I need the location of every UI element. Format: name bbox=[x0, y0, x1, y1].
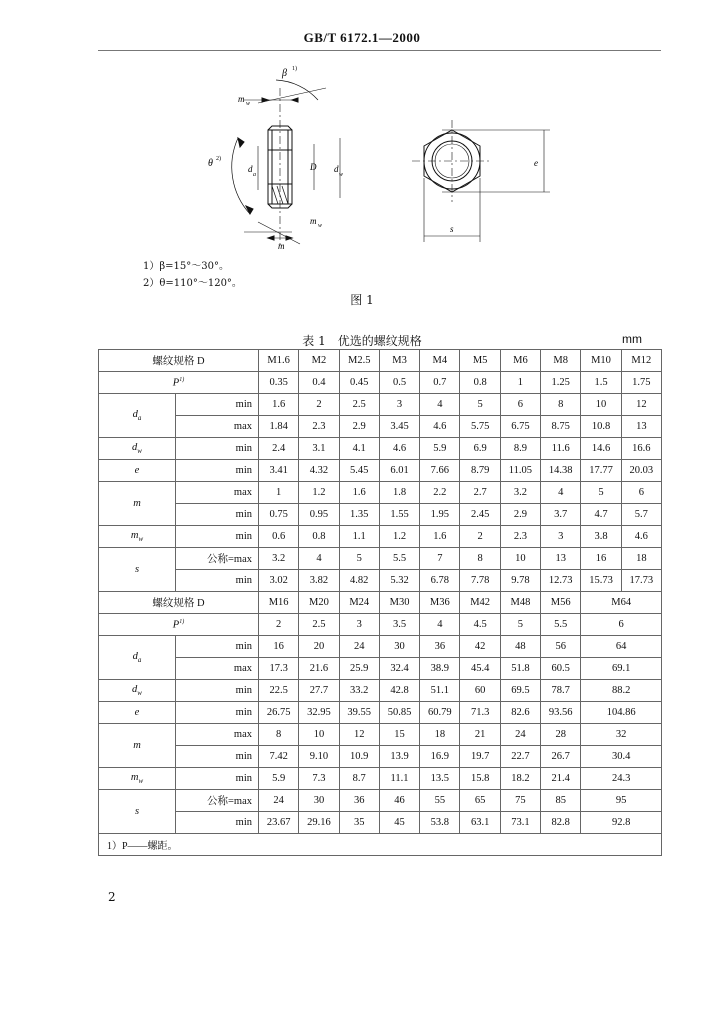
value-cell: 13.5 bbox=[420, 768, 460, 790]
value-cell: 3 bbox=[541, 526, 581, 548]
value-cell: 2.5 bbox=[299, 614, 339, 636]
page-number: 2 bbox=[108, 890, 116, 904]
value-cell: 51.1 bbox=[420, 680, 460, 702]
qualifier-min: min bbox=[176, 768, 259, 790]
table-row bbox=[99, 614, 662, 636]
da-label-suffix: a bbox=[137, 656, 142, 665]
value-cell: 8.79 bbox=[460, 460, 500, 482]
mw-label-bottom: m bbox=[310, 216, 317, 226]
qualifier-max: max bbox=[176, 416, 259, 438]
value-cell: 2.3 bbox=[299, 416, 339, 438]
value-cell: 5 bbox=[581, 482, 621, 504]
value-cell: 32.4 bbox=[379, 658, 419, 680]
dw-label-symbol: d bbox=[132, 441, 138, 453]
value-cell: 18.2 bbox=[500, 768, 540, 790]
value-cell: 3.7 bbox=[541, 504, 581, 526]
da-label bbox=[99, 636, 176, 680]
value-cell: 16.9 bbox=[420, 746, 460, 768]
value-cell: 2.4 bbox=[259, 438, 299, 460]
table-footnote: 1）P——螺距。 bbox=[99, 834, 662, 856]
dw-label-symbol: d bbox=[132, 683, 138, 695]
value-cell: 5 bbox=[339, 548, 379, 570]
value-cell: 7.66 bbox=[420, 460, 460, 482]
value-cell: 2.9 bbox=[500, 504, 540, 526]
value-cell: 75 bbox=[500, 790, 540, 812]
value-cell: M12 bbox=[621, 350, 661, 372]
value-cell: M36 bbox=[420, 592, 460, 614]
value-cell: 11.1 bbox=[379, 768, 419, 790]
table-row bbox=[99, 372, 662, 394]
mw-label-top: m bbox=[238, 94, 245, 104]
value-cell: 5.5 bbox=[541, 614, 581, 636]
value-cell: 0.7 bbox=[420, 372, 460, 394]
value-cell: 20 bbox=[299, 636, 339, 658]
qualifier-max: max bbox=[176, 482, 259, 504]
value-cell: 2.5 bbox=[339, 394, 379, 416]
mw-label-symbol: m bbox=[130, 529, 139, 541]
D-label: D bbox=[310, 162, 317, 172]
mw-label bbox=[99, 768, 176, 790]
mw-label-suffix: w bbox=[138, 777, 144, 786]
mw-label-top-sub: w bbox=[246, 101, 251, 107]
value-cell: 45.4 bbox=[460, 658, 500, 680]
value-cell: 95 bbox=[581, 790, 662, 812]
value-cell: 38.9 bbox=[420, 658, 460, 680]
value-cell: 21.4 bbox=[541, 768, 581, 790]
value-cell: 4 bbox=[420, 614, 460, 636]
value-cell: 1.2 bbox=[379, 526, 419, 548]
value-cell: M5 bbox=[460, 350, 500, 372]
value-cell: 5 bbox=[500, 614, 540, 636]
dw-label: d bbox=[334, 164, 339, 174]
value-cell: 11.05 bbox=[500, 460, 540, 482]
value-cell: 3.5 bbox=[379, 614, 419, 636]
value-cell: 51.8 bbox=[500, 658, 540, 680]
value-cell: 53.8 bbox=[420, 812, 460, 834]
value-cell: M3 bbox=[379, 350, 419, 372]
value-cell: M30 bbox=[379, 592, 419, 614]
pitch-label-symbol: P bbox=[172, 619, 180, 631]
value-cell: 35 bbox=[339, 812, 379, 834]
da-label-sub: a bbox=[253, 172, 256, 178]
value-cell: 10 bbox=[581, 394, 621, 416]
value-cell: 2 bbox=[460, 526, 500, 548]
value-cell: 0.45 bbox=[339, 372, 379, 394]
value-cell: 3.41 bbox=[259, 460, 299, 482]
value-cell: 4.6 bbox=[379, 438, 419, 460]
value-cell: 7 bbox=[420, 548, 460, 570]
qualifier-min: min bbox=[176, 702, 259, 724]
value-cell: 17.77 bbox=[581, 460, 621, 482]
table-row bbox=[99, 350, 662, 372]
value-cell: 1.2 bbox=[299, 482, 339, 504]
value-cell: 0.6 bbox=[259, 526, 299, 548]
value-cell: 6.01 bbox=[379, 460, 419, 482]
mw-label-bottom-sub: w bbox=[318, 223, 323, 229]
value-cell: 30 bbox=[299, 790, 339, 812]
value-cell: 12 bbox=[339, 724, 379, 746]
value-cell: 8.7 bbox=[339, 768, 379, 790]
dw-label-suffix: w bbox=[137, 689, 142, 698]
table-row bbox=[99, 592, 662, 614]
value-cell: M64 bbox=[581, 592, 662, 614]
value-cell: 7.3 bbox=[299, 768, 339, 790]
value-cell: 42.8 bbox=[379, 680, 419, 702]
header-rule bbox=[98, 50, 661, 51]
value-cell: 17.73 bbox=[621, 570, 661, 592]
value-cell: 63.1 bbox=[460, 812, 500, 834]
value-cell: 71.3 bbox=[460, 702, 500, 724]
nut-top-view bbox=[412, 120, 550, 242]
value-cell: 13 bbox=[621, 416, 661, 438]
thread-spec-table bbox=[98, 349, 662, 856]
value-cell: 1.84 bbox=[259, 416, 299, 438]
qualifier-nominal-max: 公称=max bbox=[176, 790, 259, 812]
m-label: m bbox=[99, 724, 176, 768]
value-cell: 3.1 bbox=[299, 438, 339, 460]
value-cell: 0.4 bbox=[299, 372, 339, 394]
value-cell: M4 bbox=[420, 350, 460, 372]
value-cell: 28 bbox=[541, 724, 581, 746]
table-caption: 表 1 优选的螺纹规格 bbox=[302, 334, 422, 348]
value-cell: 1.25 bbox=[541, 372, 581, 394]
value-cell: 27.7 bbox=[299, 680, 339, 702]
value-cell: M2.5 bbox=[339, 350, 379, 372]
qualifier-min: min bbox=[176, 394, 259, 416]
value-cell: 4.82 bbox=[339, 570, 379, 592]
value-cell: 13 bbox=[541, 548, 581, 570]
value-cell: 6 bbox=[581, 614, 662, 636]
value-cell: 6.78 bbox=[420, 570, 460, 592]
value-cell: 9.10 bbox=[299, 746, 339, 768]
value-cell: 45 bbox=[379, 812, 419, 834]
qualifier-max: max bbox=[176, 658, 259, 680]
value-cell: 48 bbox=[500, 636, 540, 658]
thread-size-label: 螺纹规格 D bbox=[99, 592, 259, 614]
qualifier-min: min bbox=[176, 526, 259, 548]
value-cell: 15 bbox=[379, 724, 419, 746]
value-cell: M24 bbox=[339, 592, 379, 614]
value-cell: 0.8 bbox=[460, 372, 500, 394]
value-cell: 21.6 bbox=[299, 658, 339, 680]
pitch-label-symbol: P bbox=[172, 377, 180, 389]
value-cell: 3.02 bbox=[259, 570, 299, 592]
hex-nut-drawing bbox=[150, 58, 570, 258]
dw-label-sub: w bbox=[339, 172, 344, 178]
m-label: m bbox=[99, 482, 176, 526]
value-cell: 1.6 bbox=[339, 482, 379, 504]
beta-label: β bbox=[282, 68, 287, 79]
value-cell: 7.42 bbox=[259, 746, 299, 768]
pitch-label-suffix: 1) bbox=[179, 376, 185, 383]
table-unit: mm bbox=[622, 332, 642, 346]
value-cell: 60 bbox=[460, 680, 500, 702]
value-cell: 5.32 bbox=[379, 570, 419, 592]
value-cell: 8 bbox=[541, 394, 581, 416]
value-cell: 10.9 bbox=[339, 746, 379, 768]
value-cell: 8 bbox=[259, 724, 299, 746]
value-cell: 1.95 bbox=[420, 504, 460, 526]
value-cell: 8.75 bbox=[541, 416, 581, 438]
value-cell: 13.9 bbox=[379, 746, 419, 768]
value-cell: 6 bbox=[621, 482, 661, 504]
value-cell: 15.73 bbox=[581, 570, 621, 592]
value-cell: 24 bbox=[259, 790, 299, 812]
mw-label-symbol: m bbox=[130, 771, 139, 783]
value-cell: M56 bbox=[541, 592, 581, 614]
value-cell: 16.6 bbox=[621, 438, 661, 460]
s-label: s bbox=[99, 548, 176, 592]
mw-label bbox=[99, 526, 176, 548]
pitch-label bbox=[99, 372, 259, 394]
value-cell: 4 bbox=[420, 394, 460, 416]
da-label-symbol: d bbox=[132, 650, 138, 662]
mw-label-suffix: w bbox=[138, 535, 144, 544]
value-cell: 1.6 bbox=[259, 394, 299, 416]
value-cell: 10 bbox=[500, 548, 540, 570]
beta-note: 1) bbox=[292, 66, 297, 72]
standard-number-header: GB/T 6172.1—2000 bbox=[303, 30, 421, 45]
value-cell: 3.45 bbox=[379, 416, 419, 438]
value-cell: 16 bbox=[581, 548, 621, 570]
value-cell: 36 bbox=[339, 790, 379, 812]
qualifier-min: min bbox=[176, 636, 259, 658]
value-cell: 30.4 bbox=[581, 746, 662, 768]
value-cell: 8 bbox=[460, 548, 500, 570]
value-cell: 23.67 bbox=[259, 812, 299, 834]
value-cell: M1.6 bbox=[259, 350, 299, 372]
value-cell: 2.2 bbox=[420, 482, 460, 504]
value-cell: 2.7 bbox=[460, 482, 500, 504]
figure-note-beta: 1）β=15°～30°。 bbox=[143, 261, 229, 272]
thread-size-label: 螺纹规格 D bbox=[99, 350, 259, 372]
value-cell: 2.9 bbox=[339, 416, 379, 438]
value-cell: 25.9 bbox=[339, 658, 379, 680]
value-cell: 1.8 bbox=[379, 482, 419, 504]
value-cell: 6 bbox=[500, 394, 540, 416]
value-cell: 6.75 bbox=[500, 416, 540, 438]
pitch-label-suffix: 1) bbox=[179, 618, 185, 625]
value-cell: 39.55 bbox=[339, 702, 379, 724]
value-cell: 4.1 bbox=[339, 438, 379, 460]
value-cell: 2.3 bbox=[500, 526, 540, 548]
value-cell: 42 bbox=[460, 636, 500, 658]
value-cell: 1.1 bbox=[339, 526, 379, 548]
value-cell: M48 bbox=[500, 592, 540, 614]
value-cell: 6.9 bbox=[460, 438, 500, 460]
value-cell: 64 bbox=[581, 636, 662, 658]
da-label bbox=[99, 394, 176, 438]
value-cell: 1.55 bbox=[379, 504, 419, 526]
value-cell: 0.35 bbox=[259, 372, 299, 394]
value-cell: 7.78 bbox=[460, 570, 500, 592]
value-cell: 65 bbox=[460, 790, 500, 812]
value-cell: 3 bbox=[339, 614, 379, 636]
value-cell: 2 bbox=[259, 614, 299, 636]
value-cell: M20 bbox=[299, 592, 339, 614]
value-cell: 29.16 bbox=[299, 812, 339, 834]
da-label: d bbox=[248, 164, 253, 174]
s-label: s bbox=[99, 790, 176, 834]
value-cell: M10 bbox=[581, 350, 621, 372]
value-cell: 4.7 bbox=[581, 504, 621, 526]
value-cell: 69.5 bbox=[500, 680, 540, 702]
value-cell: 92.8 bbox=[581, 812, 662, 834]
value-cell: 2.45 bbox=[460, 504, 500, 526]
value-cell: 60.79 bbox=[420, 702, 460, 724]
value-cell: 73.1 bbox=[500, 812, 540, 834]
value-cell: 78.7 bbox=[541, 680, 581, 702]
qualifier-min: min bbox=[176, 438, 259, 460]
value-cell: 5.45 bbox=[339, 460, 379, 482]
da-label-suffix: a bbox=[137, 414, 142, 423]
pitch-label bbox=[99, 614, 259, 636]
value-cell: 0.95 bbox=[299, 504, 339, 526]
value-cell: 4.5 bbox=[460, 614, 500, 636]
value-cell: 18 bbox=[420, 724, 460, 746]
value-cell: 20.03 bbox=[621, 460, 661, 482]
value-cell: 3.82 bbox=[299, 570, 339, 592]
value-cell: 12.73 bbox=[541, 570, 581, 592]
m-label: m bbox=[278, 241, 285, 251]
value-cell: 85 bbox=[541, 790, 581, 812]
value-cell: 4.32 bbox=[299, 460, 339, 482]
value-cell: 5.5 bbox=[379, 548, 419, 570]
value-cell: 30 bbox=[379, 636, 419, 658]
value-cell: 1.6 bbox=[420, 526, 460, 548]
value-cell: 1.5 bbox=[581, 372, 621, 394]
value-cell: 5 bbox=[460, 394, 500, 416]
value-cell: 2 bbox=[299, 394, 339, 416]
value-cell: 60.5 bbox=[541, 658, 581, 680]
value-cell: 36 bbox=[420, 636, 460, 658]
value-cell: 82.6 bbox=[500, 702, 540, 724]
value-cell: 3.8 bbox=[581, 526, 621, 548]
value-cell: 0.8 bbox=[299, 526, 339, 548]
value-cell: 19.7 bbox=[460, 746, 500, 768]
value-cell: 5.75 bbox=[460, 416, 500, 438]
figure-note-theta: 2）θ=110°～120°。 bbox=[143, 278, 242, 289]
figure-caption: 图 1 bbox=[350, 293, 374, 307]
e-label: e bbox=[99, 460, 176, 482]
qualifier-min: min bbox=[176, 570, 259, 592]
value-cell: 4.6 bbox=[621, 526, 661, 548]
value-cell: 3.2 bbox=[259, 548, 299, 570]
value-cell: 4.6 bbox=[420, 416, 460, 438]
qualifier-min: min bbox=[176, 680, 259, 702]
theta-note: 2) bbox=[216, 156, 221, 162]
value-cell: 33.2 bbox=[339, 680, 379, 702]
value-cell: 4 bbox=[541, 482, 581, 504]
value-cell: 0.5 bbox=[379, 372, 419, 394]
value-cell: 93.56 bbox=[541, 702, 581, 724]
value-cell: M8 bbox=[541, 350, 581, 372]
value-cell: 26.75 bbox=[259, 702, 299, 724]
value-cell: 22.5 bbox=[259, 680, 299, 702]
value-cell: 10 bbox=[299, 724, 339, 746]
value-cell: 3.2 bbox=[500, 482, 540, 504]
value-cell: 15.8 bbox=[460, 768, 500, 790]
value-cell: 69.1 bbox=[581, 658, 662, 680]
value-cell: 1 bbox=[259, 482, 299, 504]
value-cell: 14.38 bbox=[541, 460, 581, 482]
value-cell: 56 bbox=[541, 636, 581, 658]
value-cell: 8.9 bbox=[500, 438, 540, 460]
value-cell: 17.3 bbox=[259, 658, 299, 680]
qualifier-min: min bbox=[176, 460, 259, 482]
value-cell: 32 bbox=[581, 724, 662, 746]
value-cell: 26.7 bbox=[541, 746, 581, 768]
value-cell: 14.6 bbox=[581, 438, 621, 460]
value-cell: 55 bbox=[420, 790, 460, 812]
e-label: e bbox=[99, 702, 176, 724]
value-cell: 82.8 bbox=[541, 812, 581, 834]
value-cell: 16 bbox=[259, 636, 299, 658]
value-cell: 1.35 bbox=[339, 504, 379, 526]
s-label: s bbox=[450, 224, 454, 234]
value-cell: 12 bbox=[621, 394, 661, 416]
value-cell: 3 bbox=[379, 394, 419, 416]
dw-label bbox=[99, 438, 176, 460]
value-cell: 24 bbox=[339, 636, 379, 658]
value-cell: 4 bbox=[299, 548, 339, 570]
value-cell: 9.78 bbox=[500, 570, 540, 592]
value-cell: 5.9 bbox=[420, 438, 460, 460]
qualifier-max: max bbox=[176, 724, 259, 746]
value-cell: M42 bbox=[460, 592, 500, 614]
value-cell: 22.7 bbox=[500, 746, 540, 768]
value-cell: 24 bbox=[500, 724, 540, 746]
da-label-symbol: d bbox=[132, 408, 138, 420]
value-cell: 50.85 bbox=[379, 702, 419, 724]
value-cell: 21 bbox=[460, 724, 500, 746]
qualifier-min: min bbox=[176, 504, 259, 526]
dw-label bbox=[99, 680, 176, 702]
value-cell: 46 bbox=[379, 790, 419, 812]
value-cell: 1 bbox=[500, 372, 540, 394]
qualifier-min: min bbox=[176, 746, 259, 768]
qualifier-nominal-max: 公称=max bbox=[176, 548, 259, 570]
theta-label: θ bbox=[208, 158, 213, 169]
value-cell: 104.86 bbox=[581, 702, 662, 724]
value-cell: 24.3 bbox=[581, 768, 662, 790]
value-cell: 10.8 bbox=[581, 416, 621, 438]
value-cell: 5.7 bbox=[621, 504, 661, 526]
dw-label-suffix: w bbox=[137, 447, 142, 456]
value-cell: 5.9 bbox=[259, 768, 299, 790]
value-cell: M6 bbox=[500, 350, 540, 372]
value-cell: 11.6 bbox=[541, 438, 581, 460]
qualifier-min: min bbox=[176, 812, 259, 834]
value-cell: 88.2 bbox=[581, 680, 662, 702]
value-cell: 0.75 bbox=[259, 504, 299, 526]
value-cell: 18 bbox=[621, 548, 661, 570]
value-cell: M16 bbox=[259, 592, 299, 614]
e-label: e bbox=[534, 158, 538, 168]
value-cell: 1.75 bbox=[621, 372, 661, 394]
value-cell: 32.95 bbox=[299, 702, 339, 724]
figure-notes bbox=[143, 258, 242, 292]
value-cell: M2 bbox=[299, 350, 339, 372]
